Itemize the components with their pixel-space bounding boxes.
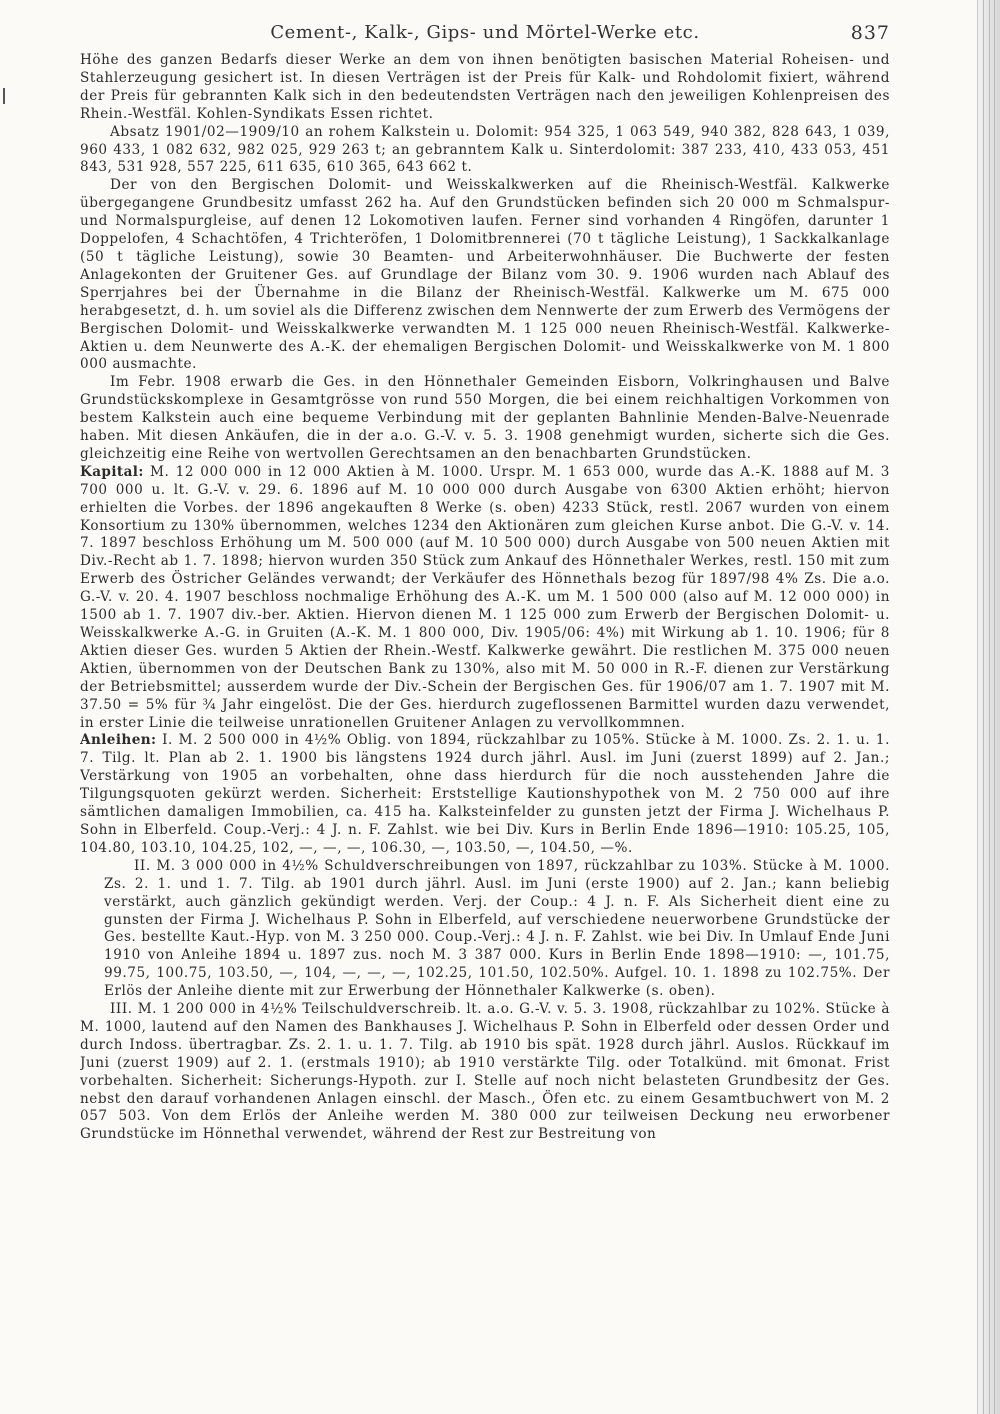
kapital-text: M. 12 000 000 in 12 000 Aktien à M. 1000. Urspr. M. 1 653 000, wurde das A.-K. 1888 auf M. 3 700 000 u. lt. G.-V. v. 29. 6. 1896 auf M. 10 000 000 durch Ausgabe von 6300 Aktien erhöht; hiervon erhielten die Vorbes. der 1896 angekauften 8 Werke (s. oben) 4233 Stück, restl. 2067 wurden von einem Konsortium zu 130% übernommen, welches 1234 den Aktionären zum gleichen Kurse anbot. Die G.-V. v. 14. 7. 1897 beschloss Erhöhung um M. 500 000 (auf M. 10 500 000) durch Ausgabe von 500 neuen Aktien mit Div.-Recht ab 1. 7. 1898; hiervon wurden 350 Stück zum Ankauf des Hönnethaler Werkes, restl. 150 mit zum Erwerb des Östricher Geländes verwandt; der Verkäufer des Hönnethals bezog für 1897/98 4% Zs. Die a.o. G.-V. v. 20. 4. 1907 beschloss nochmalige Erhöhung des A.-K. um M. 1 500 000 (also auf M. 12 000 000) in 1500 ab 1. 7. 1907 div.-ber. Aktien. Hiervon dienen M. 1 125 000 zum Erwerb der Bergischen Dolomit- u. Weisskalkwerke A.-G. in Gruiten (A.-K. M. 1 800 000, Div. 1905/06: 4%) mit Wirkung ab 1. 10. 1906; für 8 Aktien dieser Ges. wurden 5 Aktien der Rhein.-Westf. Kalkwerke gewährt. Die restlichen M. 375 000 neuen Aktien, übernommen von der Deutschen Bank zu 130%, also mit M. 50 000 in R.-F. dienen zur Verstärkung der Betriebsmittel; ausserdem wurde der Div.-Schein der Bergischen Ges. für 1906/07 am 1. 7. 1907 mit M. 37.50 = 5% für ¾ Jahr eingelöst. Die der Ges. hierdurch zugeflossenen Barmittel wurden dazu verwendet, in erster Linie die teilweise unrationellen Gruitener Anlagen zu vervollkommnen. <box>80 463 890 731</box>
paragraph-property: Der von den Bergischen Dolomit- und Weisskalkwerken auf die Rheinisch-Westfäl. Kalkwerke übergegangene Grundbesitz umfasst 262 ha. Auf den Grundstücken befinden sich 20 000 m Schmalspur- und Normalspurgleise, auf denen 12 Lokomotiven laufen. Ferner sind vorhanden 4 Ringöfen, darunter 1 Doppelofen, 4 Schachtöfen, 4 Trichteröfen, 1 Dolomitbrennerei (70 t tägliche Leistung), 1 Sackkalkanlage (50 t tägliche Leistung), sowie 30 Beamten- und Arbeiterwohnhäuser. Die Buchwerte der festen Anlagekonten der Gruitener Ges. auf Grundlage der Bilanz vom 30. 9. 1906 wurden nach Ablauf des Sperrjahres bei der Übernahme in die Bilanz der Rheinisch-Westfäl. Kalkwerke um M. 675 000 herabgesetzt, d. h. um soviel als die Differenz zwischen dem Nennwerte der zum Erwerb des Vermögens der Bergischen Dolomit- und Weisskalkwerke verwandten M. 1 125 000 neuen Rheinisch-Westfäl. Kalkwerke-Aktien u. dem Neunwerte des A.-K. der ehemaligen Bergischen Dolomit- und Weisskalkwerke von M. 1 800 000 ausmachte. <box>80 177 890 373</box>
document-body <box>80 52 890 1144</box>
paragraph-acquisition-1908: Im Febr. 1908 erwarb die Ges. in den Hönnethaler Gemeinden Eisborn, Volkringhausen und Balve Grundstückskomplexe in Gesamtgrösse von rund 550 Morgen, die bei einem reichhaltigen Vorkommen von bestem Kalkstein auch eine bequeme Verbindung mit der geplanten Bahnlinie Menden-Balve-Neuenrade haben. Mit diesen Ankäufen, die in der a.o. G.-V. v. 5. 3. 1908 genehmigt wurden, sicherte sich die Ges. gleichzeitig eine Reihe von wertvollen Gerechtsamen an den benachbarten Grundstücken. <box>80 374 890 462</box>
kapital-label: Kapital: <box>80 463 144 480</box>
scan-page-edge <box>977 0 1000 1414</box>
section-kapital <box>80 464 890 733</box>
header-title: Cement-, Kalk-, Gips- und Mörtel-Werke etc. <box>270 22 700 43</box>
anleihen-label: Anleihen: <box>80 732 157 749</box>
anleihe-3-text: III. M. 1 200 000 in 4½% Teilschuldverschreib. lt. a.o. G.-V. v. 5. 3. 1908, rückzahlbar zu 102%. Stücke à M. 1000, lautend auf den Namen des Bankhauses J. Wichelhaus P. Sohn in Elberfeld oder dessen Order und durch Indoss. übertragbar. Zs. 2. 1. u. 1. 7. Tilg. ab 1910 bis spät. 1928 durch jährl. Auslos. Rückkauf im Juni (zuerst 1909) auf 2. 1. (erstmals 1910); ab 1910 verstärkte Tilg. oder Totalkünd. mit 6monat. Frist vorbehalten. Sicherheit: Sicherungs-Hypoth. zur I. Stelle auf noch nicht belasteten Grundbesitz der Ges. nebst den darauf vorhandenen Anlagen einschl. der Masch., Öfen etc. zu einem Gesamtbuchwert von M. 2 057 503. Von dem Erlös der Anleihe werden M. 380 000 zur teilweisen Deckung neu erworbener Grundstücke im Hönnethal verwendet, während der Rest zur Bestreitung von <box>80 1001 890 1143</box>
running-header <box>80 14 890 52</box>
page-number: 837 <box>850 22 890 44</box>
paragraph-raw-material-contracts: Höhe des ganzen Bedarfs dieser Werke an dem von ihnen benötigten basischen Material Roheisen- und Stahlerzeugung gesichert ist. In diesen Verträgen ist der Preis für Kalk- und Rohdolomit fixiert, während der Preis für gebrannten Kalk sich in den bedeutendsten Verträgen nach den jeweiligen Kohlenpreisen des Rhein.-Westfäl. Kohlen-Syndikats Essen richtet. <box>80 52 890 122</box>
section-anleihen-1 <box>80 732 890 857</box>
paragraph-sales-figures: Absatz 1901/02—1909/10 an rohem Kalkstein u. Dolomit: 954 325, 1 063 549, 940 382, 828 643, 1 039, 960 433, 1 082 632, 982 025, 929 263 t; an gebranntem Kalk u. Sinterdolomit: 387 233, 410, 433 053, 451 843, 531 928, 557 225, 611 635, 610 365, 643 662 t. <box>80 123 890 176</box>
document-page <box>80 14 890 1404</box>
anleihe-2-text: II. M. 3 000 000 in 4½% Schuldverschreibungen von 1897, rückzahlbar zu 103%. Stücke à M. 1000. Zs. 2. 1. und 1. 7. Tilg. ab 1901 durch jährl. Ausl. im Juni (erste 1900) auf 2. Jan.; kann beliebig verstärkt, auch gänzlich gekündigt werden. Verj. der Coup.: 4 J. n. F. Als Sicherheit dient eine zu gunsten der Firma J. Wichelhaus P. Sohn in Elberfeld, auf verschiedene neuerworbene Grundstücke der Ges. bestellte Kaut.-Hyp. von M. 3 250 000. Coup.-Verj.: 4 J. n. F. Zahlst. wie bei Div. In Umlauf Ende Juni 1910 von Anleihe 1894 u. 1897 zus. noch M. 3 387 000. Kurs in Berlin Ende 1898—1910: —, 101.75, 99.75, 100.75, 103.50, —, 104, —, —, —, 102.25, 101.50, 102.50%. Aufgel. 10. 1. 1898 zu 102.75%. Der Erlös der Anleihe diente mit zur Erwerbung der Hönnethaler Kalkwerke (s. oben). <box>104 857 890 1000</box>
anleihe-1-text: I. M. 2 500 000 in 4½% Oblig. von 1894, rückzahlbar zu 105%. Stücke à M. 1000. Zs. 2. 1. u. 1. 7. Tilg. lt. Plan ab 2. 1. 1900 bis längstens 1924 durch jährl. Ausl. im Juni (zuerst 1899) auf 2. Jan.; Verstärkung von 1905 an vorbehalten, ohne dass hierdurch für die noch ausstehenden Jahre die Tilgungsquoten gekürzt werden. Sicherheit: Erststellige Kautionshypothek von M. 2 750 000 auf ihre sämtlichen damaligen Immobilien, ca. 415 ha. Kalksteinfelder zu gunsten jetzt der Firma J. Wichelhaus P. Sohn in Elberfeld. Coup.-Verj.: 4 J. n. F. Zahlst. wie bei Div. Kurs in Berlin Ende 1896—1910: 105.25, 105, 104.80, 103.10, 104.25, 102, —, —, —, 106.30, —, 103.50, —, 104.50, —%. <box>80 732 890 856</box>
scan-mark-left <box>3 88 5 104</box>
